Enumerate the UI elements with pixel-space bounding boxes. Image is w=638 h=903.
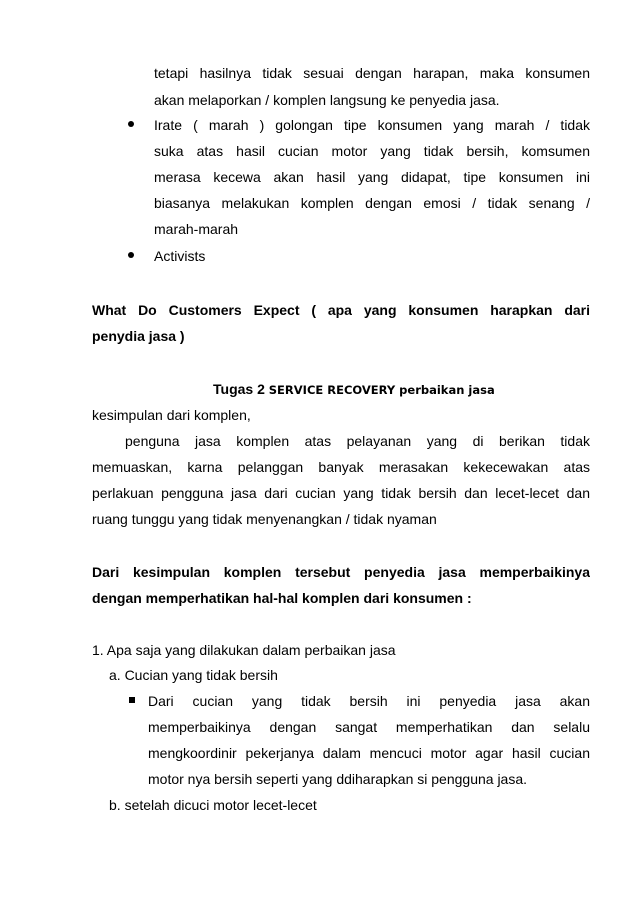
section-heading: dengan memperhatikan hal-hal komplen dari konsumen : bbox=[92, 590, 472, 606]
text-line: suka atas hasil cucian motor yang tidak bersih, komsumen bbox=[154, 143, 590, 159]
text-line: Activists bbox=[154, 248, 206, 264]
text-line: akan melaporkan / komplen langsung ke penyedia jasa. bbox=[154, 92, 500, 108]
numbered-item: 1. Apa saja yang dilakukan dalam perbaikan jasa bbox=[92, 642, 396, 658]
bullet-square-icon bbox=[129, 697, 135, 703]
section-heading: penydia jasa ) bbox=[92, 328, 185, 344]
paragraph-label: kesimpulan dari komplen, bbox=[92, 407, 251, 423]
sub-item-label: b. setelah dicuci motor lecet-lecet bbox=[109, 797, 317, 813]
assignment-title bbox=[213, 380, 495, 399]
text-line: mengkoordinir pekerjanya dalam mencuci motor agar hasil cucian bbox=[148, 745, 590, 761]
text-line: marah-marah bbox=[154, 221, 239, 237]
text-line: Dari cucian yang tidak bersih ini penyedia jasa akan bbox=[148, 693, 590, 709]
text-line: ruang tunggu yang tidak menyenangkan / tidak nyaman bbox=[92, 511, 437, 527]
text-line: Irate ( marah ) golongan tipe konsumen yang marah / tidak bbox=[154, 117, 590, 133]
text-line: merasa kecewa akan hasil yang didapat, tipe konsumen ini bbox=[154, 169, 590, 185]
bullet-dot-icon bbox=[128, 252, 134, 258]
text-line: memuaskan, karna pelanggan banyak merasakan kekecewakan atas bbox=[92, 459, 590, 475]
section-heading: What Do Customers Expect ( apa yang konsumen harapkan dari bbox=[92, 302, 590, 318]
text-line: biasanya melakukan komplen dengan emosi / tidak senang / bbox=[154, 195, 590, 211]
text-line: motor nya bersih seperti yang ddiharapkan si pengguna jasa. bbox=[148, 771, 528, 787]
text-line: tetapi hasilnya tidak sesuai dengan harapan, maka konsumen bbox=[154, 65, 590, 81]
text-line: penguna jasa komplen atas pelayanan yang di berikan tidak bbox=[125, 433, 590, 449]
assignment-number: Tugas 2 bbox=[213, 381, 265, 397]
sub-item-label: a. Cucian yang tidak bersih bbox=[109, 667, 278, 683]
section-heading: Dari kesimpulan komplen tersebut penyedia jasa memperbaikinya bbox=[92, 564, 590, 580]
bullet-dot-icon bbox=[128, 121, 134, 127]
assignment-subtitle: SERVICE RECOVERY perbaikan jasa bbox=[268, 383, 495, 397]
text-line: memperbaikinya dengan sangat memperhatikan dan selalu bbox=[148, 719, 590, 735]
text-line: perlakuan pengguna jasa dari cucian yang tidak bersih dan lecet-lecet dan bbox=[92, 485, 590, 501]
